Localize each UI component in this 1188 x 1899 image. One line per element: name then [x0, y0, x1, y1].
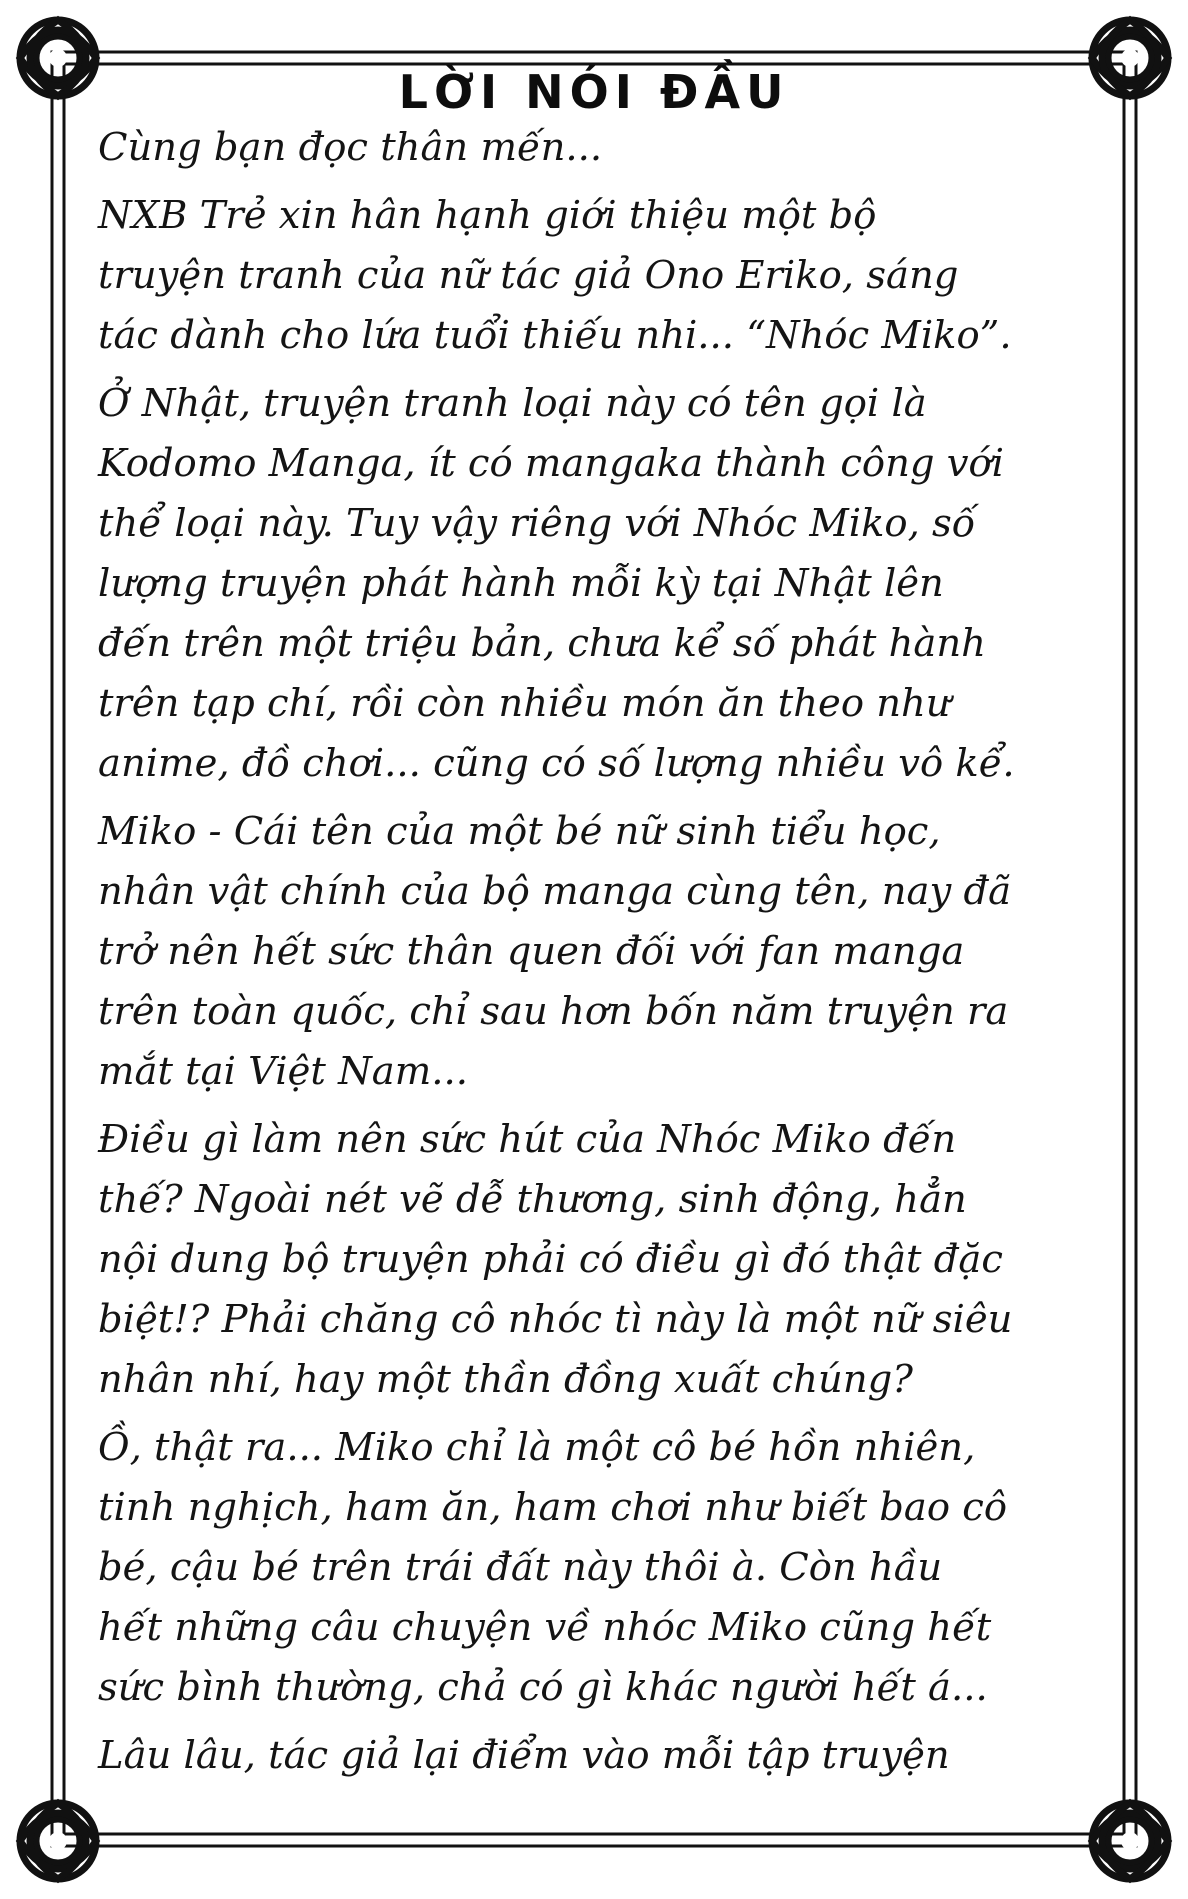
text-line: trên tạp chí, rồi còn nhiều món ăn theo như [98, 681, 951, 726]
text-line: đến trên một triệu bản, chưa kể số phát hành [98, 621, 986, 666]
text-line: Điều gì làm nên sức hút của Nhóc Miko đến [98, 1117, 957, 1162]
text-line: Cùng bạn đọc thân mến... [98, 125, 603, 170]
text-line: truyện tranh của nữ tác giả Ono Eriko, sáng [98, 253, 959, 298]
text-line: tinh nghịch, ham ăn, ham chơi như biết bao cô [98, 1485, 1008, 1530]
text-line: mắt tại Việt Nam... [98, 1049, 468, 1094]
text-line: Kodomo Manga, ít có mangaka thành công với [98, 441, 1004, 486]
text-line: lượng truyện phát hành mỗi kỳ tại Nhật lên [98, 561, 944, 606]
paragraph [98, 118, 1118, 178]
text-line: Ồ, thật ra... Miko chỉ là một cô bé hồn nhiên, [98, 1425, 976, 1470]
paragraph [98, 186, 1118, 366]
text-line: tác dành cho lứa tuổi thiếu nhi... “Nhóc Miko”. [98, 313, 1012, 358]
text-line: nhân nhí, hay một thần đồng xuất chúng? [98, 1357, 913, 1402]
preface-body [98, 118, 1118, 1786]
text-line: trên toàn quốc, chỉ sau hơn bốn năm truyện ra [98, 989, 1009, 1034]
text-line: bé, cậu bé trên trái đất này thôi à. Còn hầu [98, 1545, 943, 1590]
paragraph [98, 1726, 1118, 1786]
paragraph [98, 374, 1118, 794]
paragraph [98, 802, 1118, 1102]
text-line: Ở Nhật, truyện tranh loại này có tên gọi là [98, 381, 927, 426]
paragraph [98, 1418, 1118, 1718]
text-line: NXB Trẻ xin hân hạnh giới thiệu một bộ [98, 193, 877, 238]
text-line: nội dung bộ truyện phải có điều gì đó thật đặc [98, 1237, 1003, 1282]
text-line: Miko - Cái tên của một bé nữ sinh tiểu học, [98, 809, 941, 854]
text-line: thể loại này. Tuy vậy riêng với Nhóc Miko, số [98, 501, 976, 546]
text-line: biệt!? Phải chăng cô nhóc tì này là một nữ siêu [98, 1297, 1013, 1342]
text-line: hết những câu chuyện về nhóc Miko cũng hết [98, 1605, 992, 1650]
text-line: anime, đồ chơi... cũng có số lượng nhiều vô kể. [98, 741, 1015, 786]
paragraph [98, 1110, 1118, 1410]
text-line: sức bình thường, chả có gì khác người hết á... [98, 1665, 988, 1710]
text-line: nhân vật chính của bộ manga cùng tên, nay đã [98, 869, 1012, 914]
text-line: trở nên hết sức thân quen đối với fan manga [98, 929, 965, 974]
text-line: thế? Ngoài nét vẽ dễ thương, sinh động, hẳn [98, 1177, 967, 1222]
page-title: LỜI NÓI ĐẦU [398, 65, 790, 119]
text-line: Lâu lâu, tác giả lại điểm vào mỗi tập truyện [98, 1733, 950, 1778]
